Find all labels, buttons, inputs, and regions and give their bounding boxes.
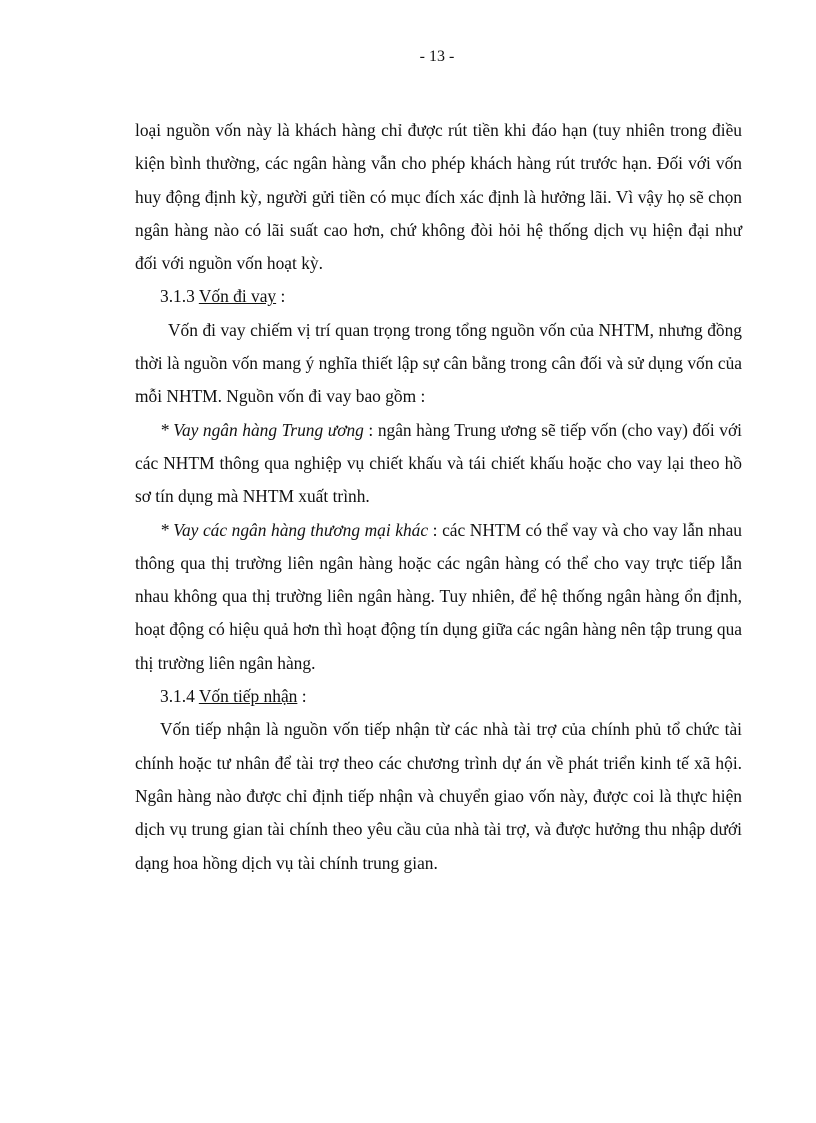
section-title: Vốn tiếp nhận <box>198 686 298 707</box>
section-title: Vốn đi vay <box>198 286 277 307</box>
list-item-text: : ngân hàng Trung ương sẽ tiếp vốn (cho vay) đối với các NHTM thông qua nghiệp vụ chiết khấu và tái chiết khấu hoặc cho vay lại theo hồ sơ tín dụng mà NHTM xuất trình. <box>135 419 742 507</box>
paragraph-borrowed-capital: Vốn đi vay chiếm vị trí quan trọng trong tổng nguồn vốn của NHTM, nhưng đồng thời là nguồn vốn mang ý nghĩa thiết lập sự cân bằng trong cân đối và sử dụng vốn của mỗi NHTM. Nguồn vốn đi vay bao gồm : <box>135 319 742 407</box>
section-number: 3.1.3 <box>160 286 195 307</box>
list-item-title: * Vay các ngân hàng thương mại khác <box>160 519 429 540</box>
list-item-title: * Vay ngân hàng Trung ương <box>160 419 364 440</box>
paragraph-continuation: loại nguồn vốn này là khách hàng chỉ được rút tiền khi đáo hạn (tuy nhiên trong điều kiện bình thường, các ngân hàng vẫn cho phép khách hàng rút trước hạn. Đối với vốn huy động định kỳ, người gửi tiền có mục đích xác định là hưởng lãi. Vì vậy họ sẽ chọn ngân hàng nào có lãi suất cao hơn, chứ không đòi hỏi hệ thống dịch vụ hiện đại như đối với nguồn vốn hoạt kỳ. <box>135 120 742 274</box>
page-number: - 13 - <box>419 48 455 65</box>
section-number: 3.1.4 <box>160 686 195 707</box>
section-heading-3-1-4 <box>135 680 742 713</box>
section-heading-3-1-3 <box>135 280 742 313</box>
section-suffix: : <box>297 686 307 707</box>
section-suffix: : <box>276 286 286 307</box>
list-item-central-bank <box>135 414 742 514</box>
list-item-commercial-banks <box>135 514 742 680</box>
list-item-text: : các NHTM có thể vay và cho vay lẫn nhau thông qua thị trường liên ngân hàng hoặc các ngân hàng có thể cho vay trực tiếp lẫn nhau không qua thị trường liên ngân hàng. Tuy nhiên, để hệ thống ngân hàng ổn định, hoạt động có hiệu quả hơn thì hoạt động tín dụng giữa các ngân hàng nên tập trung qua thị trường liên ngân hàng. <box>135 519 742 673</box>
paragraph-received-capital: Vốn tiếp nhận là nguồn vốn tiếp nhận từ các nhà tài trợ của chính phủ tổ chức tài chính hoặc tư nhân để tài trợ theo các chương trình dự án về phát triển kinh tế xã hội. Ngân hàng nào được chỉ định tiếp nhận và chuyển giao vốn này, được coi là thực hiện dịch vụ trung gian tài chính theo yêu cầu của nhà tài trợ, và được hưởng thu nhập dưới dạng hoa hồng dịch vụ tài chính trung gian. <box>135 719 742 873</box>
document-body <box>135 114 742 880</box>
